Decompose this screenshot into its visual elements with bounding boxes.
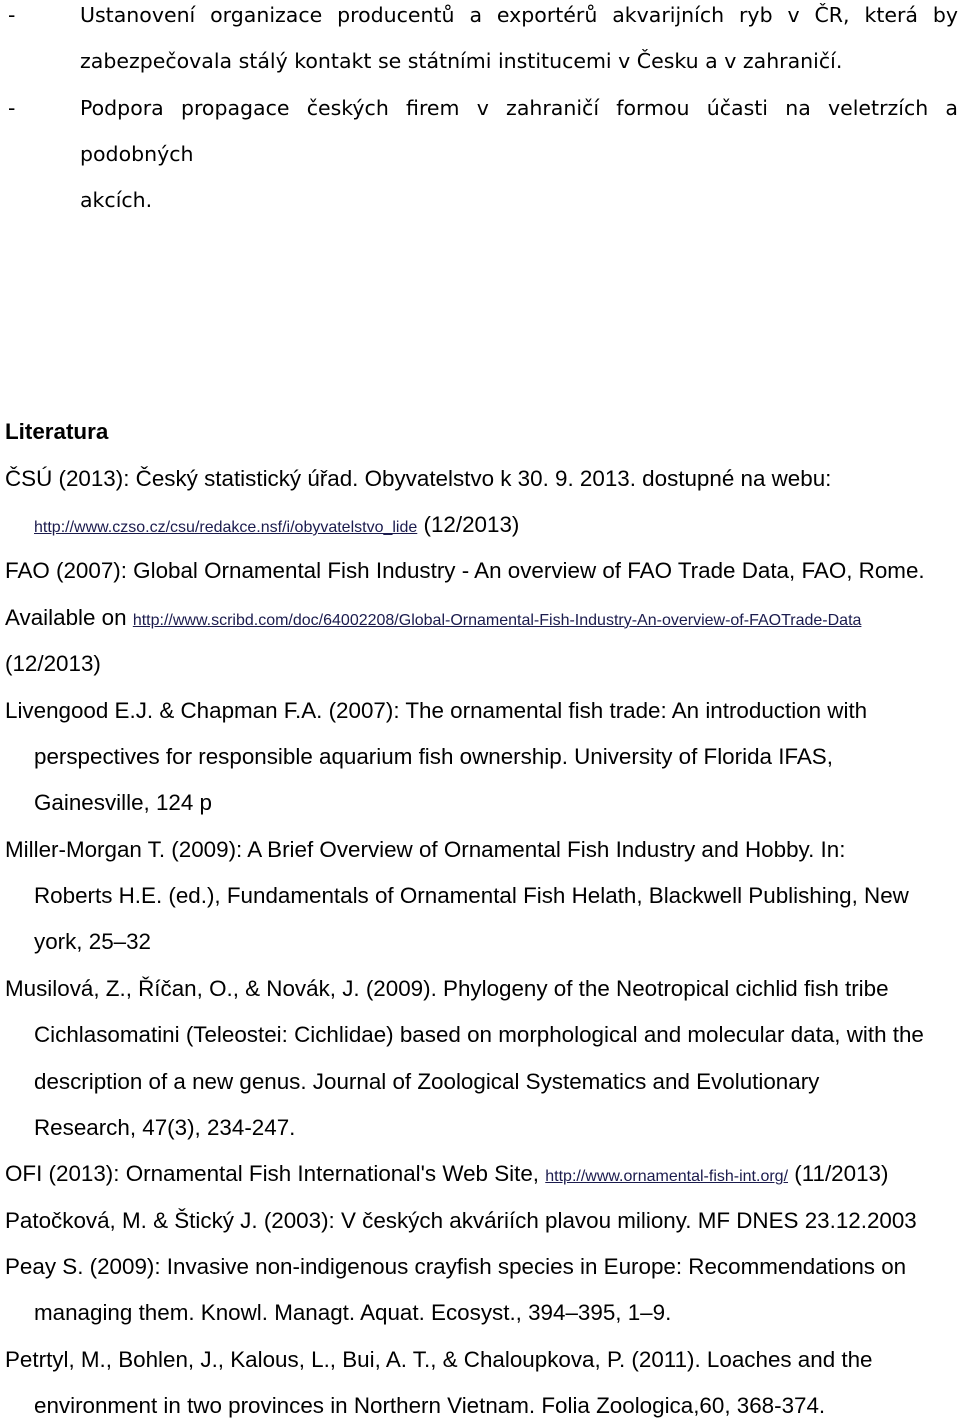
reference-livengood-line-3: Gainesville, 124 p — [34, 790, 212, 816]
intro-item-2-line-3: akcích. — [80, 188, 153, 213]
reference-fao-link[interactable]: http://www.scribd.com/doc/64002208/Global-Ornamental-Fish-Industry-An-overview-of-FAOTrade-Data — [132, 611, 862, 629]
reference-livengood-line-2: perspectives for responsible aquarium fish ownership. University of Florida IFAS, — [34, 743, 833, 769]
reference-patockova-line-1: Patočková, M. & Štický J. (2003): V českých akváriích plavou miliony. MF DNES 23.12.2003 — [5, 1207, 917, 1233]
intro-item-1-line-1: Ustanovení organizace producentů a exportérů akvarijních ryb v ČR, která by — [80, 3, 958, 27]
reference-csu-line-1: ČSÚ (2013): Český statistický úřad. Obyvatelstvo k 30. 9. 2013. dostupné na webu: — [5, 465, 832, 491]
reference-peay-line-1: Peay S. (2009): Invasive non-indigenous crayfish species in Europe: Recommendations on — [5, 1253, 907, 1279]
reference-musilova-line-2: Cichlasomatini (Teleostei: Cichlidae) based on morphological and molecular data, with the — [34, 1022, 924, 1048]
reference-fao-available-label: Available on — [5, 604, 127, 630]
reference-csu-line-2 — [34, 511, 519, 539]
intro-item-2-line-1: Podpora propagace českých firem v zahraničí formou účasti na veletrzích a — [80, 95, 958, 120]
intro-item-2-line-2: podobných — [80, 142, 194, 167]
reference-petrtyl-line-2: environment in two provinces in Northern Vietnam. Folia Zoologica,60, 368-374. — [34, 1393, 826, 1419]
reference-ofi-text: OFI (2013): Ornamental Fish International's Web Site, — [5, 1161, 540, 1187]
reference-musilova-line-3: description of a new genus. Journal of Zoological Systematics and Evolutionary — [34, 1068, 820, 1094]
reference-csu-accessed: (12/2013) — [423, 512, 520, 538]
reference-musilova-line-4: Research, 47(3), 234-247. — [34, 1114, 296, 1140]
intro-item-1-line-2: zabezpečovala stálý kontakt se státními institucemi v Česku a v zahraničí. — [80, 49, 843, 74]
reference-ofi-accessed: (11/2013) — [794, 1161, 889, 1187]
reference-ofi-link[interactable]: http://www.ornamental-fish-int.org/ — [545, 1168, 789, 1186]
reference-peay-line-2: managing them. Knowl. Managt. Aquat. Ecosyst., 394–395, 1–9. — [34, 1300, 672, 1326]
list-bullet: - — [8, 95, 16, 120]
reference-musilova-line-1: Musilová, Z., Říčan, O., & Novák, J. (2009). Phylogeny of the Neotropical cichlid fish tribe — [5, 975, 889, 1001]
reference-csu-link[interactable]: http://www.czso.cz/csu/redakce.nsf/i/obyvatelstvo_lide — [34, 519, 418, 537]
reference-fao-accessed: (12/2013) — [5, 651, 101, 677]
list-bullet: - — [8, 3, 16, 27]
reference-miller-line-2: Roberts H.E. (ed.), Fundamentals of Ornamental Fish Helath, Blackwell Publishing, New — [34, 883, 909, 909]
reference-fao-line-1: FAO (2007): Global Ornamental Fish Industry - An overview of FAO Trade Data, FAO, Rome. — [5, 558, 925, 584]
reference-fao-line-2 — [5, 604, 861, 632]
reference-miller-line-3: york, 25–32 — [34, 929, 152, 955]
references-heading: Literatura — [5, 419, 109, 445]
reference-miller-line-1: Miller-Morgan T. (2009): A Brief Overview of Ornamental Fish Industry and Hobby. In: — [5, 836, 846, 862]
reference-ofi-line-1 — [5, 1160, 888, 1188]
reference-livengood-line-1: Livengood E.J. & Chapman F.A. (2007): The ornamental fish trade: An introduction with — [5, 697, 868, 723]
reference-petrtyl-line-1: Petrtyl, M., Bohlen, J., Kalous, L., Bui, A. T., & Chaloupkova, P. (2011). Loaches and the — [5, 1346, 873, 1372]
